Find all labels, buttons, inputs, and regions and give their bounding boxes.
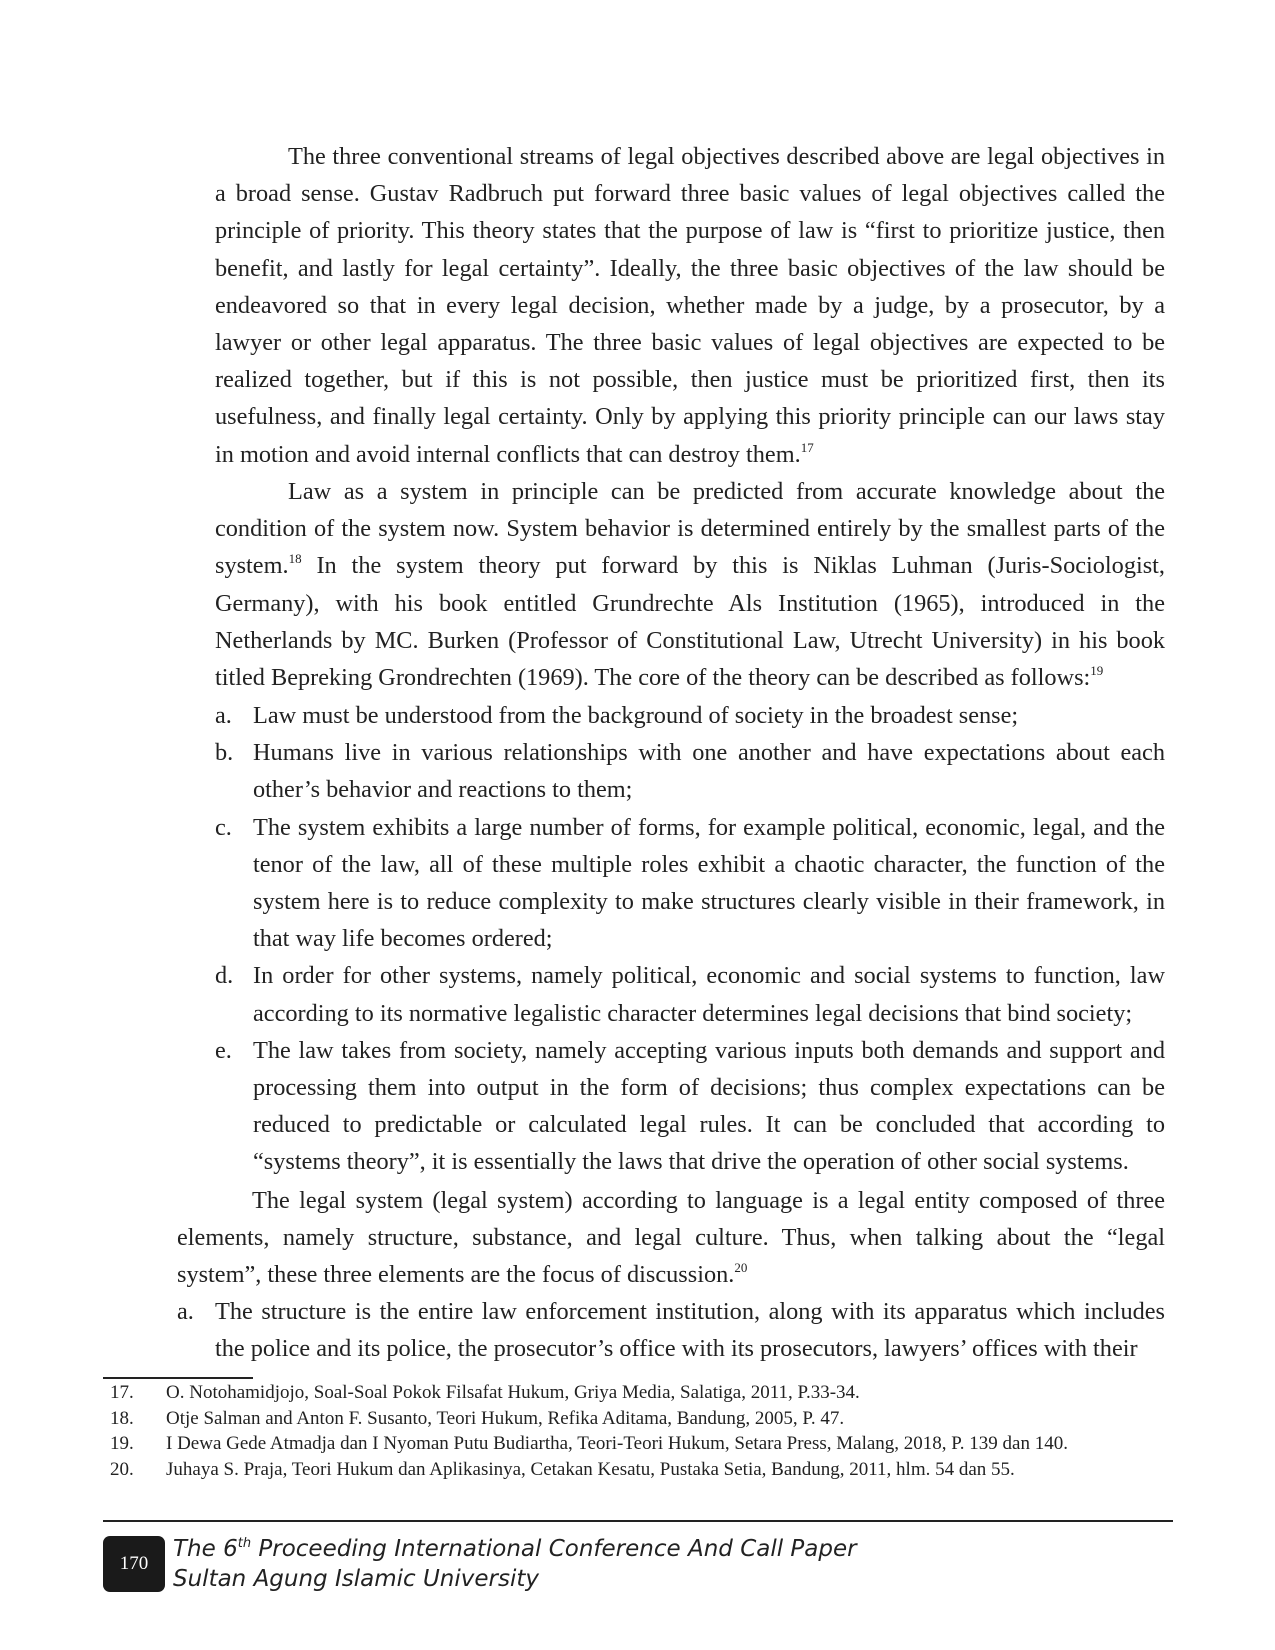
- list-marker: a.: [215, 702, 232, 729]
- list-marker: b.: [215, 739, 234, 767]
- list-marker: c.: [215, 813, 232, 841]
- footer-university: Sultan Agung Islamic University: [173, 1566, 539, 1592]
- body-paragraph-1: [215, 138, 1165, 473]
- list-item-text: Law must be understood from the background of society in the broadest sense;: [253, 702, 1019, 729]
- footnote-number: 18.: [110, 1407, 134, 1429]
- list-item-text: The structure is the entire law enforcement institution, along with its apparatus which includes the police and its police, the prosecutor’s office with its prosecutors, lawyers’ offices with their: [215, 1298, 1165, 1363]
- footer-separator: [103, 1520, 1173, 1522]
- footnote-item: [110, 1380, 1190, 1406]
- list-marker: a.: [177, 1298, 194, 1325]
- running-footer: [173, 1534, 857, 1594]
- list-item: [177, 1293, 1165, 1367]
- paragraph-text: Law as a system in principle can be predicted from accurate knowledge about the condition of the system now. System behavior is determined entirely by the smallest parts of the system.: [215, 478, 1165, 580]
- page-number-badge: [103, 1536, 165, 1592]
- list-marker: e.: [215, 1036, 232, 1064]
- body-paragraph-3: [177, 1182, 1165, 1294]
- footnote-ref-20[interactable]: 20: [734, 1260, 748, 1276]
- footnote-text: I Dewa Gede Atmadja dan I Nyoman Putu Budiartha, Teori-Teori Hukum, Setara Press, Malang, 2018, P. 139 dan 140.: [166, 1433, 1068, 1454]
- paragraph-text: In the system theory put forward by this is Niklas Luhman (Juris-Sociologist, Germany), with his book entitled Grundrechte Als Institution (1965), introduced in the Netherlands by MC. Burken (Professor of Constitutional Law, Utrecht University) in his book titled Bepreking Grondrechten (1969). The core of the theory can be described as follows:: [215, 552, 1165, 692]
- footnote-ref-19[interactable]: 19: [1090, 663, 1104, 679]
- footnotes-list: [110, 1380, 1190, 1482]
- footer-title-part: The 6: [173, 1536, 238, 1562]
- list-item-text: The system exhibits a large number of forms, for example political, economic, legal, and the tenor of the law, all of these multiple roles exhibit a chaotic character, the function of the system here is to reduce complexity to make structures clearly visible in their framework, in that way life becomes ordered;: [253, 813, 1165, 953]
- footnote-number: 19.: [110, 1433, 134, 1454]
- footnote-text: Juhaya S. Praja, Teori Hukum dan Aplikasinya, Cetakan Kesatu, Pustaka Setia, Bandung, 2011, hlm. 54 dan 55.: [166, 1458, 1015, 1480]
- list-item: [215, 957, 1165, 1031]
- footnote-item: [110, 1431, 1190, 1457]
- footer-title-part: Proceeding International Conference And Call Paper: [251, 1536, 857, 1562]
- paragraph-text: The legal system (legal system) according to language is a legal entity composed of three elements, namely structure, substance, and legal culture. Thus, when talking about the “legal system”, these three elements are the focus of discussion.: [177, 1187, 1165, 1289]
- list-marker: d.: [215, 962, 234, 990]
- footnote-item: [110, 1406, 1190, 1432]
- list-item: [215, 1032, 1165, 1181]
- footer-ordinal-suffix: th: [237, 1536, 252, 1551]
- list-item-text: Humans live in various relationships with one another and have expectations about each other’s behavior and reactions to them;: [253, 739, 1165, 804]
- list-item: [215, 734, 1165, 808]
- footnote-separator: [103, 1377, 253, 1379]
- list-item: [215, 697, 1165, 734]
- footnote-text: O. Notohamidjojo, Soal-Soal Pokok Filsafat Hukum, Griya Media, Salatiga, 2011, P.33-34.: [166, 1382, 860, 1403]
- list-item-text: In order for other systems, namely political, economic and social systems to function, law according to its normative legalistic character determines legal decisions that bind society;: [253, 962, 1165, 1027]
- footnote-number: 17.: [110, 1382, 134, 1403]
- luhman-theory-list: [215, 697, 1165, 1181]
- legal-system-elements-list: [177, 1293, 1165, 1367]
- footnote-ref-17[interactable]: 17: [800, 439, 814, 455]
- footnote-ref-18[interactable]: 18: [288, 551, 302, 567]
- list-item: [215, 809, 1165, 958]
- footnote-item: [110, 1457, 1190, 1483]
- footnote-number: 20.: [110, 1458, 134, 1480]
- footer-conference-title: [173, 1534, 857, 1564]
- body-paragraph-2: [215, 473, 1165, 696]
- paragraph-text: The three conventional streams of legal objectives described above are legal objectives in a broad sense. Gustav Radbruch put forward three basic values of legal objectives called the principle of priority. This theory states that the purpose of law is “first to prioritize justice, then benefit, and lastly for legal certainty”. Ideally, the three basic objectives of the law should be endeavored so that in every legal decision, whether made by a judge, by a prosecutor, by a lawyer or other legal apparatus. The three basic values of legal objectives are expected to be realized together, but if this is not possible, then justice must be prioritized first, then its usefulness, and finally legal certainty. Only by applying this priority principle can our laws stay in motion and avoid internal conflicts that can destroy them.: [215, 143, 1165, 468]
- list-item-text: The law takes from society, namely accepting various inputs both demands and support and processing them into output in the form of decisions; thus complex expectations can be reduced to predictable or calculated legal rules. It can be concluded that according to “systems theory”, it is essentially the laws that drive the operation of other social systems.: [253, 1036, 1165, 1176]
- footnote-text: Otje Salman and Anton F. Susanto, Teori Hukum, Refika Aditama, Bandung, 2005, P. 47.: [166, 1407, 845, 1429]
- page-number: 170: [119, 1553, 149, 1574]
